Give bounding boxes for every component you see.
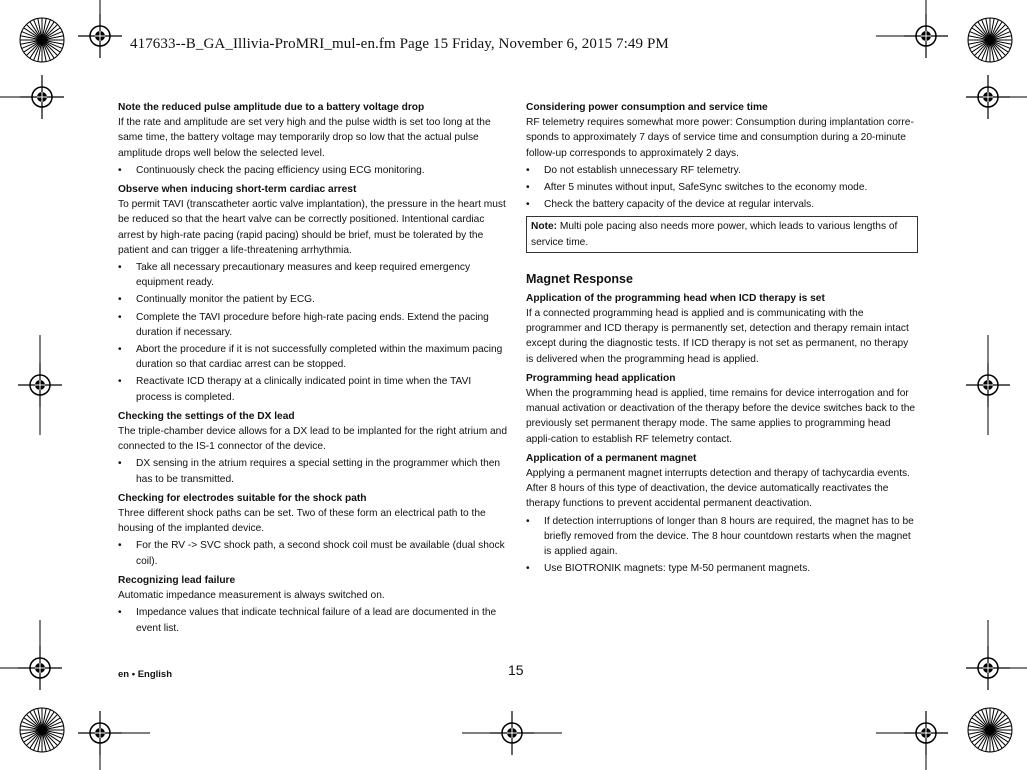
bullet-item — [118, 260, 508, 290]
bullet-text: Reactivate ICD therapy at a clinically indicated point in time when the TAVI process is completed. — [136, 376, 472, 403]
bullet-dot: • — [118, 458, 122, 470]
bullet-text: Impedance values that indicate technical failure of a lead are documented in the event list. — [136, 607, 497, 634]
bullet-item — [118, 605, 508, 635]
bullet-item — [118, 163, 508, 178]
section-paragraph: When the programming head is applied, time remains for device interrogation and for manual activation or deactivation of the therapy before the device switches back to the previously set permanent therapy mode. The same applies to programming head appli-cation to establish RF telemetry contact. — [526, 388, 916, 445]
bullet-item — [118, 292, 508, 307]
section — [118, 491, 508, 569]
bullet-list — [118, 538, 508, 568]
bullet-item — [118, 456, 508, 486]
section-heading: Considering power consumption and service time — [526, 102, 768, 113]
bullet-item — [526, 514, 918, 560]
bullet-text: After 5 minutes without input, SafeSync switches to the economy mode. — [544, 182, 868, 194]
right-column — [526, 100, 918, 580]
bullet-item — [526, 180, 918, 195]
bullet-dot: • — [118, 294, 122, 306]
note-box — [526, 216, 918, 252]
section — [118, 100, 508, 178]
bullet-list — [118, 456, 508, 486]
section — [526, 451, 918, 577]
bullet-dot: • — [118, 607, 122, 619]
section-heading: Programming head application — [526, 372, 676, 384]
bullet-dot: • — [526, 182, 530, 194]
bullet-text: Continuously check the pacing efficiency using ECG monitoring. — [136, 164, 425, 176]
bullet-dot: • — [118, 540, 122, 552]
bullet-item — [526, 561, 918, 576]
bullet-text: Complete the TAVI procedure before high-rate pacing ends. Extend the pacing duration if necessary. — [136, 311, 489, 338]
bullet-list — [526, 514, 918, 577]
bullet-list — [118, 260, 508, 405]
bullet-dot: • — [526, 515, 530, 527]
section-paragraph: To permit TAVI (transcatheter aortic valve implantation), the pressure in the heart must be reduced so that the heart valve can be correctly positioned. Intentional cardiac arrest by high-rate pacing (rapid pacing) should be brief, must be tolerated by the patient and can trigger a life-threatening arrhythmia. — [118, 199, 506, 256]
section — [118, 409, 508, 487]
section-paragraph: Three different shock paths can be set. Two of these form an electrical path to the housing of the implanted device. — [118, 508, 486, 535]
bullet-text: DX sensing in the atrium requires a special setting in the programmer which then has to be transmitted. — [136, 458, 501, 485]
bullet-list — [526, 163, 918, 213]
bullet-list — [118, 163, 508, 178]
bullet-text: If detection interruptions of longer than 8 hours are required, the magnet has to be briefly removed from the device. The 8 hour countdown restarts when the magnet is applied again. — [544, 515, 914, 558]
section — [526, 371, 918, 447]
bullet-dot: • — [118, 164, 122, 176]
bullet-text: Continually monitor the patient by ECG. — [136, 294, 315, 306]
footer-language: en • English — [118, 669, 172, 680]
bullet-item — [526, 163, 918, 178]
bullet-text: Use BIOTRONIK magnets: type M-50 permanent magnets. — [544, 563, 811, 575]
bullet-item — [118, 374, 508, 404]
bullet-item — [526, 197, 918, 212]
left-column — [118, 100, 508, 640]
bullet-item — [118, 538, 508, 568]
section-heading: Observe when inducing short-term cardiac arrest — [118, 184, 357, 196]
bullet-dot: • — [118, 262, 122, 274]
bullet-text: For the RV -> SVC shock path, a second shock coil must be available (dual shock coil). — [136, 540, 505, 567]
section-paragraph: Applying a permanent magnet interrupts detection and therapy of tachycardia events. After 8 hours of this type of deactivation, the device automatically reactivates the therapy functions to prevent accidental permanent deactivation. — [526, 468, 910, 510]
bullet-dot: • — [526, 563, 530, 575]
bullet-text: Abort the procedure if it is not successfully completed within the maximum pacing duration so that cardiac arrest can be stopped. — [136, 344, 503, 371]
section — [526, 291, 918, 367]
bullet-dot: • — [118, 311, 122, 323]
section-heading: Checking the settings of the DX lead — [118, 410, 295, 422]
section-paragraph: The triple-chamber device allows for a DX lead to be implanted for the right atrium and connected to the IS-1 connector of the device. — [118, 426, 508, 453]
magnet-sections — [526, 291, 918, 577]
bullet-dot: • — [118, 344, 122, 356]
section-heading: Note the reduced pulse amplitude due to a battery voltage drop — [118, 102, 425, 113]
bullet-item — [118, 342, 508, 372]
section-heading: Checking for electrodes suitable for the shock path — [118, 492, 367, 504]
section — [118, 573, 508, 636]
magnet-response-title: Magnet Response — [526, 271, 633, 286]
section-paragraph: If the rate and amplitude are set very high and the pulse width is set too long at the same time, the battery voltage may temporarily drop so low that the actual pulse amplitude drops well below the selected level. — [118, 117, 491, 159]
page-header: 417633--B_GA_Illivia-ProMRI_mul-en.fm Page 15 Friday, November 6, 2015 7:49 PM — [130, 36, 669, 52]
section — [118, 182, 508, 405]
bullet-text: Do not establish unnecessary RF telemetry. — [544, 164, 741, 176]
note-label: Note: — [531, 221, 558, 233]
note-text: Multi pole pacing also needs more power, which leads to various lengths of service time. — [531, 221, 898, 248]
section-power-consumption — [526, 100, 918, 212]
section-paragraph: RF telemetry requires somewhat more power: Consumption during implantation corre-sponds to approximately 7 days of service time and consumption during a 20-minute follow-up corresponds to approximately 2 days. — [526, 117, 914, 159]
bullet-dot: • — [118, 376, 122, 388]
bullet-item — [118, 310, 508, 340]
bullet-list — [118, 605, 508, 635]
section-paragraph: Automatic impedance measurement is always switched on. — [118, 590, 385, 602]
bullet-dot: • — [526, 164, 530, 176]
bullet-text: Take all necessary precautionary measures and keep required emergency equipment ready. — [136, 262, 471, 289]
page-number: 15 — [508, 662, 524, 678]
section-paragraph: If a connected programming head is applied and is communicating with the programmer and ICD therapy is permanently set, detection and therapy remain intact except during the diagnostic tests. If ICD therapy is not set as permanent, no therapy is delivered when the programming head is applied. — [526, 308, 909, 365]
section-heading: Recognizing lead failure — [118, 574, 236, 586]
section-heading: Application of a permanent magnet — [526, 452, 697, 464]
section-heading: Application of the programming head when ICD therapy is set — [526, 292, 825, 304]
bullet-text: Check the battery capacity of the device at regular intervals. — [544, 199, 815, 211]
bullet-dot: • — [526, 199, 530, 211]
